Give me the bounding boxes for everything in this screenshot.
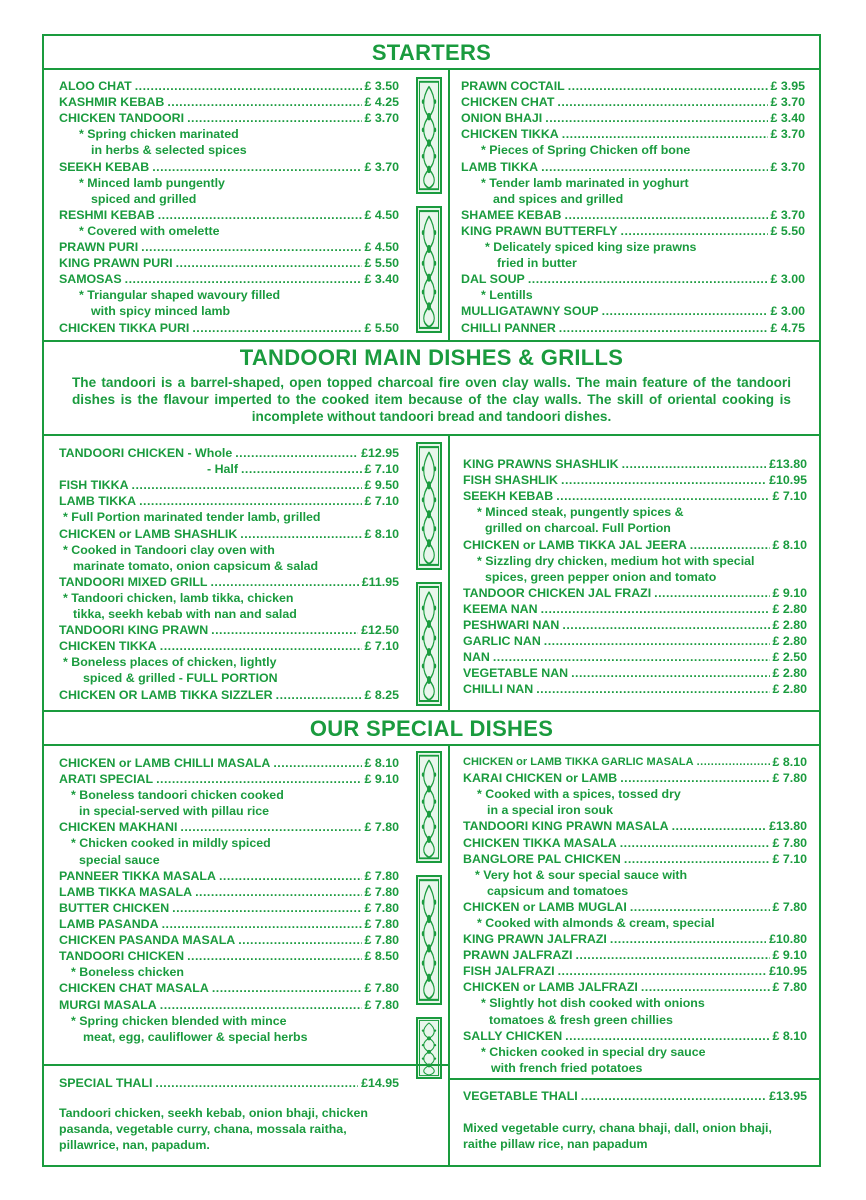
starters-title: STARTERS (371, 40, 492, 65)
menu-item (463, 947, 807, 963)
column-divider (448, 434, 450, 710)
item-price: £12.50 (361, 623, 399, 638)
item-price: £13.80 (769, 819, 807, 834)
menu-item (463, 931, 807, 947)
item-price: £ 8.10 (364, 526, 399, 541)
item-description: with spicy minced lamb (91, 304, 231, 319)
item-price: £ 3.40 (364, 272, 399, 287)
item-description: * Lentills (481, 288, 533, 303)
item-description: tomatoes & fresh green chillies (489, 1012, 673, 1027)
menu-item (463, 472, 807, 488)
menu-item (463, 899, 807, 915)
special-thali-description: Tandoori chicken, seekh kebab, onion bhaji, chicken pasanda, vegetable curry, chana, mossala raitha, pillawrice, nan, papadum. (59, 1106, 368, 1152)
item-description: * Sizzling dry chicken, medium hot with special (477, 553, 755, 568)
item-description: * Very hot & sour special sauce with (475, 867, 688, 882)
item-price: £ 7.10 (772, 489, 807, 504)
floral-panel-icon (416, 582, 442, 706)
menu-item (461, 319, 805, 335)
item-description: * Full Portion marinated tender lamb, grilled (63, 510, 321, 525)
item-description: marinate tomato, onion capsicum & salad (73, 558, 319, 573)
item-name: CHICKEN TIKKA PURI (59, 320, 190, 335)
menu-item (461, 158, 805, 174)
item-price: £ 3.70 (770, 159, 805, 174)
menu-item (463, 585, 807, 601)
item-description: * Boneless places of chicken, lightly (63, 655, 277, 670)
specials-right-column (463, 754, 807, 1076)
item-name: PRAWN PURI (59, 240, 139, 255)
item-description: * Minced steak, pungently spices & (477, 505, 684, 520)
item-price: £ 7.10 (364, 462, 399, 477)
item-description: with french fried potatoes (491, 1060, 643, 1075)
menu-item (59, 622, 399, 638)
item-price: £ 3.00 (770, 304, 805, 319)
floral-panel-icon (416, 1017, 442, 1079)
item-price: £ 8.10 (772, 755, 807, 770)
item-name: SHAMEE KEBAB (461, 207, 562, 222)
vegetable-thali-description: Mixed vegetable curry, chana bhaji, dall, onion bhaji, raithe pillaw rice, nan papadum (463, 1121, 772, 1151)
menu-item (461, 94, 805, 110)
menu-item (59, 868, 399, 884)
item-name: - Half (207, 462, 238, 477)
item-description: and spices and grilled (493, 191, 624, 206)
item-price: £11.95 (361, 574, 399, 589)
menu-item (463, 681, 807, 697)
item-description: tikka, seekh kebab with nan and salad (73, 606, 297, 621)
item-price: £ 8.50 (364, 949, 399, 964)
item-description: * Cooked with a spices, tossed dry (477, 787, 681, 802)
item-name: KARAI CHICKEN or LAMB (463, 771, 618, 786)
menu-item (59, 900, 399, 916)
item-name: SEEKH KEBAB (463, 489, 554, 504)
item-description: spiced & grilled - FULL PORTION (83, 671, 278, 686)
item-price: £ 7.10 (364, 494, 399, 509)
item-name: KING PRAWN PURI (59, 256, 173, 271)
tandoori-description: The tandoori is a barrel-shaped, open topped charcoal fire oven clay walls. The main feature of the tandoori dishes is the flavour imperted to the cooked item because of the clay walls. The skill of oriental cooking is incomplete without tandoori bread and tandoori dishes. (72, 375, 791, 424)
item-name: KING PRAWN JALFRAZI (463, 932, 607, 947)
floral-panel-icon (416, 875, 442, 1005)
item-name: TANDOORI KING PRAWN MASALA (463, 819, 669, 834)
item-price: £ 7.80 (364, 917, 399, 932)
menu-item (59, 996, 399, 1012)
menu-item (59, 819, 399, 835)
item-price: £ 7.80 (772, 899, 807, 914)
item-name: CHICKEN or LAMB CHILLI MASALA (59, 756, 271, 771)
menu-item (59, 980, 399, 996)
menu-item (59, 158, 399, 174)
item-name: CHICKEN or LAMB MUGLAI (463, 899, 627, 914)
menu-item (59, 755, 399, 771)
floral-panel-icon (416, 206, 442, 333)
item-price: £ 7.80 (772, 980, 807, 995)
menu-item (59, 884, 399, 900)
item-description: * Spring chicken blended with mince (71, 1013, 287, 1028)
item-description: * Cooked in Tandoori clay oven with (63, 542, 275, 557)
item-price: £12.95 (361, 446, 399, 461)
item-name: CHICKEN or LAMB SHASHLIK (59, 526, 238, 541)
item-price: £ 7.80 (772, 771, 807, 786)
menu-item (461, 271, 805, 287)
menu-item (59, 771, 399, 787)
item-name: FISH TIKKA (59, 478, 129, 493)
item-price: £ 7.80 (364, 981, 399, 996)
item-price: £ 7.80 (364, 884, 399, 899)
item-name: ARATI SPECIAL (59, 772, 154, 787)
item-price: £ 9.10 (772, 948, 807, 963)
item-price: £10.95 (769, 473, 807, 488)
item-price: £ 4.50 (364, 207, 399, 222)
item-name: CHICKEN TIKKA (59, 639, 157, 654)
item-description: * Delicately spiced king size prawns (485, 239, 697, 254)
item-name: CHICKEN or LAMB JALFRAZI (463, 980, 638, 995)
menu-item (59, 493, 399, 509)
item-price: £ 8.10 (364, 756, 399, 771)
item-price: £ 7.80 (364, 997, 399, 1012)
item-description: * Triangular shaped wavoury filled (79, 288, 281, 303)
item-price: £ 8.25 (364, 687, 399, 702)
menu-item (461, 223, 805, 239)
menu-item (463, 617, 807, 633)
item-name: LAMB TIKKA (59, 494, 137, 509)
item-price: £ 5.50 (364, 320, 399, 335)
item-name: TANDOORI MIXED GRILL (59, 574, 208, 589)
item-name: SAMOSAS (59, 272, 122, 287)
item-price: £ 3.70 (770, 127, 805, 142)
item-price: £10.95 (769, 964, 807, 979)
item-description: * Tender lamb marinated in yoghurt (481, 175, 689, 190)
item-name: CHICKEN TIKKA MASALA (463, 835, 617, 850)
item-price: £ 9.10 (772, 585, 807, 600)
menu-item (463, 665, 807, 681)
column-divider (448, 744, 450, 1167)
specials-title: OUR SPECIAL DISHES (309, 716, 554, 741)
item-price: £ 3.95 (770, 79, 805, 94)
floral-panel-icon (416, 751, 442, 863)
item-name: TANDOORI CHICKEN (59, 949, 185, 964)
tandoori-left-column (59, 445, 399, 703)
item-price: £ 9.10 (364, 772, 399, 787)
menu-item (59, 461, 399, 477)
item-price: £ 3.70 (770, 95, 805, 110)
divider (450, 1078, 819, 1080)
item-name: KASHMIR KEBAB (59, 95, 165, 110)
item-description: * Spring chicken marinated (79, 127, 239, 142)
item-price: £ 3.70 (770, 207, 805, 222)
menu-item (59, 271, 399, 287)
item-name: SEEKH KEBAB (59, 159, 150, 174)
item-description: capsicum and tomatoes (487, 883, 629, 898)
menu-item (463, 488, 807, 504)
menu-item (59, 445, 399, 461)
menu-page (42, 34, 821, 1167)
item-price: £ 7.80 (364, 868, 399, 883)
menu-item (59, 94, 399, 110)
item-price: £ 2.80 (772, 666, 807, 681)
item-name: GARLIC NAN (463, 634, 541, 649)
item-name: CHICKEN CHAT MASALA (59, 981, 209, 996)
item-price: £10.80 (769, 932, 807, 947)
item-price: £ 4.50 (364, 240, 399, 255)
item-price: £14.95 (361, 1076, 399, 1091)
item-description: * Chicken cooked in special dry sauce (481, 1044, 706, 1059)
item-name: MURGI MASALA (59, 997, 157, 1012)
starters-right-column (461, 78, 805, 336)
item-name: CHICKEN OR LAMB TIKKA SIZZLER (59, 687, 273, 702)
item-description: in a special iron souk (487, 803, 614, 818)
item-price: £ 7.10 (772, 851, 807, 866)
item-name: KING PRAWN BUTTERFLY (461, 223, 618, 238)
item-price: £ 5.50 (770, 223, 805, 238)
item-price: £ 3.00 (770, 272, 805, 287)
item-name: PRAWN JALFRAZI (463, 948, 573, 963)
menu-item (59, 948, 399, 964)
item-name: CHICKEN TANDOORI (59, 111, 185, 126)
item-price: £ 2.80 (772, 634, 807, 649)
item-name: CHICKEN MAKHANI (59, 820, 178, 835)
menu-item (59, 207, 399, 223)
item-name: CHICKEN or LAMB TIKKA JAL JEERA (463, 537, 687, 552)
item-description: spices, green pepper onion and tomato (485, 569, 717, 584)
item-description: spiced and grilled (91, 191, 197, 206)
item-price: £ 2.80 (772, 682, 807, 697)
item-description: in special-served with pillau rice (79, 804, 270, 819)
column-divider (448, 68, 450, 340)
menu-item (59, 638, 399, 654)
item-name: ALOO CHAT (59, 79, 132, 94)
item-price: £ 2.80 (772, 601, 807, 616)
menu-item (59, 110, 399, 126)
menu-item (59, 78, 399, 94)
menu-item (59, 255, 399, 271)
menu-item (463, 536, 807, 552)
item-name: FISH JALFRAZI (463, 964, 555, 979)
menu-item (59, 525, 399, 541)
item-name: PRAWN COCTAIL (461, 79, 565, 94)
menu-item (461, 110, 805, 126)
special-thali (59, 1075, 399, 1091)
item-description: in herbs & selected spices (91, 143, 247, 158)
starters-left-column (59, 78, 399, 336)
menu-item (463, 1028, 807, 1044)
menu-item (461, 78, 805, 94)
item-name: RESHMI KEBAB (59, 207, 155, 222)
item-price: £ 4.25 (364, 95, 399, 110)
menu-item (59, 574, 399, 590)
item-price: £ 5.50 (364, 256, 399, 271)
item-description: * Slightly hot dish cooked with onions (481, 996, 705, 1011)
menu-item (463, 456, 807, 472)
item-name: VEGETABLE NAN (463, 666, 569, 681)
item-name: ONION BHAJI (461, 111, 543, 126)
item-name: CHICKEN TIKKA (461, 127, 559, 142)
item-description: * Pieces of Spring Chicken off bone (481, 143, 691, 158)
item-description: fried in butter (497, 256, 577, 271)
menu-item (463, 649, 807, 665)
item-name: LAMB TIKKA (461, 159, 539, 174)
menu-item (463, 754, 807, 770)
specials-left-column (59, 755, 399, 1045)
item-name: CHICKEN or LAMB TIKKA GARLIC MASALA (463, 756, 694, 769)
menu-item (461, 207, 805, 223)
item-name: SALLY CHICKEN (463, 1028, 563, 1043)
menu-item (463, 979, 807, 995)
item-name: TANDOOR CHICKEN JAL FRAZI (463, 585, 652, 600)
item-price: £13.80 (769, 457, 807, 472)
floral-panel-icon (416, 77, 442, 194)
item-price: £ 3.50 (364, 79, 399, 94)
menu-item (461, 303, 805, 319)
item-description: * Minced lamb pungently (79, 175, 225, 190)
menu-item (59, 932, 399, 948)
item-price: £ 2.80 (772, 618, 807, 633)
item-name: CHICKEN CHAT (461, 95, 555, 110)
divider (44, 1064, 448, 1066)
item-name: MULLIGATAWNY SOUP (461, 304, 599, 319)
divider (44, 710, 819, 712)
item-name: FISH SHASHLIK (463, 473, 558, 488)
item-price: £ 3.70 (364, 111, 399, 126)
item-name: LAMB PASANDA (59, 917, 159, 932)
menu-item (59, 686, 399, 702)
item-name: PANNEER TIKKA MASALA (59, 868, 216, 883)
item-description: * Boneless chicken (71, 965, 184, 980)
item-price: £ 8.10 (772, 537, 807, 552)
menu-item (59, 239, 399, 255)
item-price: £ 7.10 (364, 639, 399, 654)
item-description: * Tandoori chicken, lamb tikka, chicken (63, 590, 294, 605)
item-price: £ 8.10 (772, 1028, 807, 1043)
item-description: meat, egg, cauliflower & special herbs (83, 1029, 308, 1044)
menu-item (463, 834, 807, 850)
item-price: £ 7.80 (364, 900, 399, 915)
item-description: * Covered with omelette (79, 223, 220, 238)
item-name: NAN (463, 650, 490, 665)
divider (44, 744, 819, 746)
tandoori-right-column (463, 456, 807, 697)
item-name: BUTTER CHICKEN (59, 900, 170, 915)
floral-panel-icon (416, 442, 442, 570)
item-name: VEGETABLE THALI (463, 1089, 578, 1104)
menu-item (461, 126, 805, 142)
divider (44, 434, 819, 436)
item-name: TANDOORI CHICKEN - Whole (59, 446, 233, 461)
vegetable-thali (463, 1088, 807, 1104)
item-name: CHILLI NAN (463, 682, 534, 697)
menu-item (59, 319, 399, 335)
item-description: grilled on charcoal. Full Portion (485, 521, 671, 536)
divider (44, 68, 819, 70)
item-name: LAMB TIKKA MASALA (59, 884, 193, 899)
item-price: £ 7.80 (364, 933, 399, 948)
menu-item (463, 963, 807, 979)
item-name: DAL SOUP (461, 272, 525, 287)
item-price: £ 2.50 (772, 650, 807, 665)
item-name: KEEMA NAN (463, 601, 538, 616)
item-name: BANGLORE PAL CHICKEN (463, 851, 621, 866)
item-description: * Cooked with almonds & cream, special (477, 915, 715, 930)
item-price: £ 4.75 (770, 320, 805, 335)
item-name: TANDOORI KING PRAWN (59, 623, 209, 638)
item-price: £ 7.80 (772, 835, 807, 850)
item-name: CHICKEN PASANDA MASALA (59, 933, 236, 948)
item-price: £ 3.70 (364, 159, 399, 174)
item-price: £13.95 (769, 1089, 807, 1104)
item-description: * Chicken cooked in mildly spiced (71, 836, 271, 851)
item-name: PESHWARI NAN (463, 618, 560, 633)
item-description: * Boneless tandoori chicken cooked (71, 788, 284, 803)
menu-item (463, 818, 807, 834)
menu-item (59, 916, 399, 932)
item-price: £ 9.50 (364, 478, 399, 493)
item-price: £ 3.40 (770, 111, 805, 126)
menu-item (463, 851, 807, 867)
divider (44, 340, 819, 342)
item-name: SPECIAL THALI (59, 1076, 153, 1091)
menu-item (59, 477, 399, 493)
item-name: CHILLI PANNER (461, 320, 556, 335)
item-price: £ 7.80 (364, 820, 399, 835)
menu-item (463, 601, 807, 617)
menu-item (463, 633, 807, 649)
item-name: KING PRAWNS SHASHLIK (463, 457, 619, 472)
menu-item (463, 770, 807, 786)
tandoori-title: TANDOORI MAIN DISHES & GRILLS (239, 345, 624, 370)
item-description: special sauce (79, 852, 160, 867)
